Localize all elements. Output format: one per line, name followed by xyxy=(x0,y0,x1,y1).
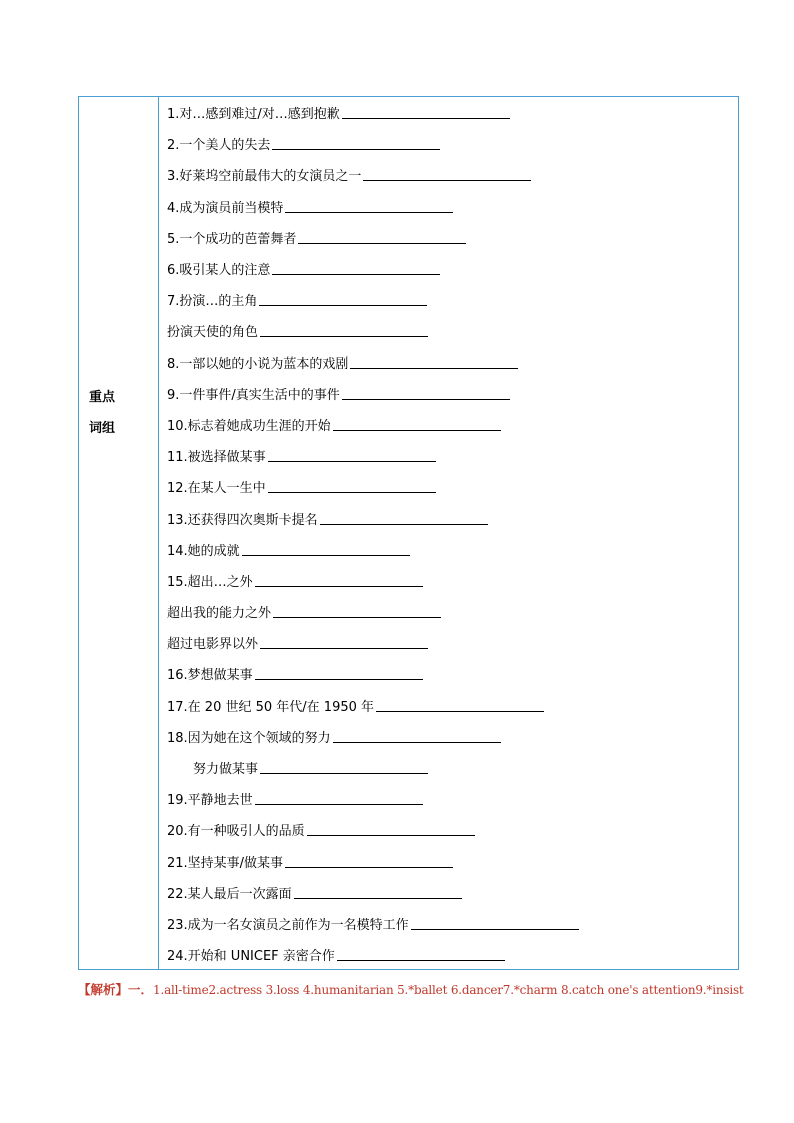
answer-blank[interactable] xyxy=(342,106,510,119)
answer-blank[interactable] xyxy=(337,948,505,961)
phrase-text: 12.在某人一生中 xyxy=(167,481,266,497)
phrase-row xyxy=(167,191,738,222)
answer-blank[interactable] xyxy=(260,636,428,649)
phrase-row xyxy=(167,222,738,253)
phrase-row xyxy=(167,658,738,689)
answer-blank[interactable] xyxy=(242,543,410,556)
phrase-text: 24.开始和 UNICEF 亲密合作 xyxy=(167,949,335,965)
phrase-text: 努力做某事 xyxy=(193,762,259,778)
answer-text: 1.all-time2.actress 3.loss 4.humanitarian 5.*ballet 6.dancer7.*charm 8.catch one's attention9.*insist xyxy=(153,983,744,997)
phrase-text: 5.一个成功的芭蕾舞者 xyxy=(167,231,297,247)
answer-blank[interactable] xyxy=(273,605,441,618)
phrase-text: 扮演天使的角色 xyxy=(167,325,259,341)
phrase-text: 20.有一种吸引人的品质 xyxy=(167,824,305,840)
phrase-text: 超出我的能力之外 xyxy=(167,606,272,622)
answer-blank[interactable] xyxy=(260,761,428,774)
phrase-text: 14.她的成就 xyxy=(167,543,240,559)
phrase-text: 4.成为演员前当模特 xyxy=(167,200,284,216)
phrase-row xyxy=(167,253,738,284)
analysis-tag: 【解析】 xyxy=(78,982,129,997)
category-label-line2: 词组 xyxy=(89,421,116,436)
phrase-row xyxy=(167,128,738,159)
phrase-row xyxy=(167,846,738,877)
phrase-text: 9.一件事件/真实生活中的事件 xyxy=(167,387,340,403)
phrase-row xyxy=(167,378,738,409)
phrase-row xyxy=(167,908,738,939)
answer-blank[interactable] xyxy=(411,917,579,930)
phrase-row xyxy=(167,690,738,721)
answer-blank[interactable] xyxy=(320,512,488,525)
phrase-row xyxy=(167,471,738,502)
answer-blank[interactable] xyxy=(350,356,518,369)
phrase-row xyxy=(167,752,738,783)
phrase-text: 10.标志着她成功生涯的开始 xyxy=(167,418,331,434)
phrase-text: 超过电影界以外 xyxy=(167,637,259,653)
answer-blank[interactable] xyxy=(255,574,423,587)
section-number: 一． xyxy=(128,982,154,997)
phrase-row xyxy=(167,315,738,346)
answer-key xyxy=(78,980,744,998)
answer-blank[interactable] xyxy=(285,855,453,868)
phrase-text: 22.某人最后一次露面 xyxy=(167,886,292,902)
answer-blank[interactable] xyxy=(333,418,501,431)
phrase-row xyxy=(167,814,738,845)
phrase-text: 7.扮演…的主角 xyxy=(167,294,258,310)
phrase-row xyxy=(167,97,738,128)
phrase-text: 11.被选择做某事 xyxy=(167,450,266,466)
answer-blank[interactable] xyxy=(294,886,462,899)
answer-blank[interactable] xyxy=(363,168,531,181)
phrase-text: 23.成为一名女演员之前作为一名模特工作 xyxy=(167,917,409,933)
phrase-text: 1.对…感到难过/对…感到抱歉 xyxy=(167,107,340,123)
answer-blank[interactable] xyxy=(272,262,440,275)
phrase-text: 13.还获得四次奥斯卡提名 xyxy=(167,512,318,528)
answer-blank[interactable] xyxy=(342,387,510,400)
answer-blank[interactable] xyxy=(259,293,427,306)
answer-blank[interactable] xyxy=(268,449,436,462)
phrase-row xyxy=(167,440,738,471)
answer-blank[interactable] xyxy=(298,231,466,244)
phrase-text: 17.在 20 世纪 50 年代/在 1950 年 xyxy=(167,699,375,715)
answer-blank[interactable] xyxy=(307,823,475,836)
phrase-row xyxy=(167,502,738,533)
answer-blank[interactable] xyxy=(268,480,436,493)
answer-blank[interactable] xyxy=(333,730,501,743)
phrase-row xyxy=(167,877,738,908)
phrase-list xyxy=(167,97,738,970)
phrase-row xyxy=(167,534,738,565)
phrase-row xyxy=(167,347,738,378)
phrase-row xyxy=(167,783,738,814)
phrase-text: 21.坚持某事/做某事 xyxy=(167,855,284,871)
phrase-text: 3.好莱坞空前最伟大的女演员之一 xyxy=(167,169,362,185)
answer-blank[interactable] xyxy=(260,324,428,337)
phrase-row xyxy=(167,159,738,190)
phrase-row xyxy=(167,721,738,752)
category-label-line1: 重点 xyxy=(89,390,116,405)
answer-blank[interactable] xyxy=(272,137,440,150)
phrase-text: 2.一个美人的失去 xyxy=(167,138,271,154)
answer-blank[interactable] xyxy=(376,699,544,712)
phrase-text: 18.因为她在这个领域的努力 xyxy=(167,730,331,746)
phrase-row xyxy=(167,284,738,315)
phrase-row xyxy=(167,939,738,970)
category-column xyxy=(79,97,159,969)
phrase-row xyxy=(167,409,738,440)
vocabulary-table xyxy=(78,96,739,970)
phrase-row xyxy=(167,627,738,658)
phrase-text: 19.平静地去世 xyxy=(167,793,253,809)
answer-blank[interactable] xyxy=(285,200,453,213)
phrase-row xyxy=(167,596,738,627)
phrase-text: 8.一部以她的小说为蓝本的戏剧 xyxy=(167,356,349,372)
answer-blank[interactable] xyxy=(255,667,423,680)
answer-blank[interactable] xyxy=(255,792,423,805)
phrase-text: 6.吸引某人的注意 xyxy=(167,263,271,279)
phrase-row xyxy=(167,565,738,596)
phrase-text: 15.超出…之外 xyxy=(167,574,253,590)
phrase-text: 16.梦想做某事 xyxy=(167,668,253,684)
